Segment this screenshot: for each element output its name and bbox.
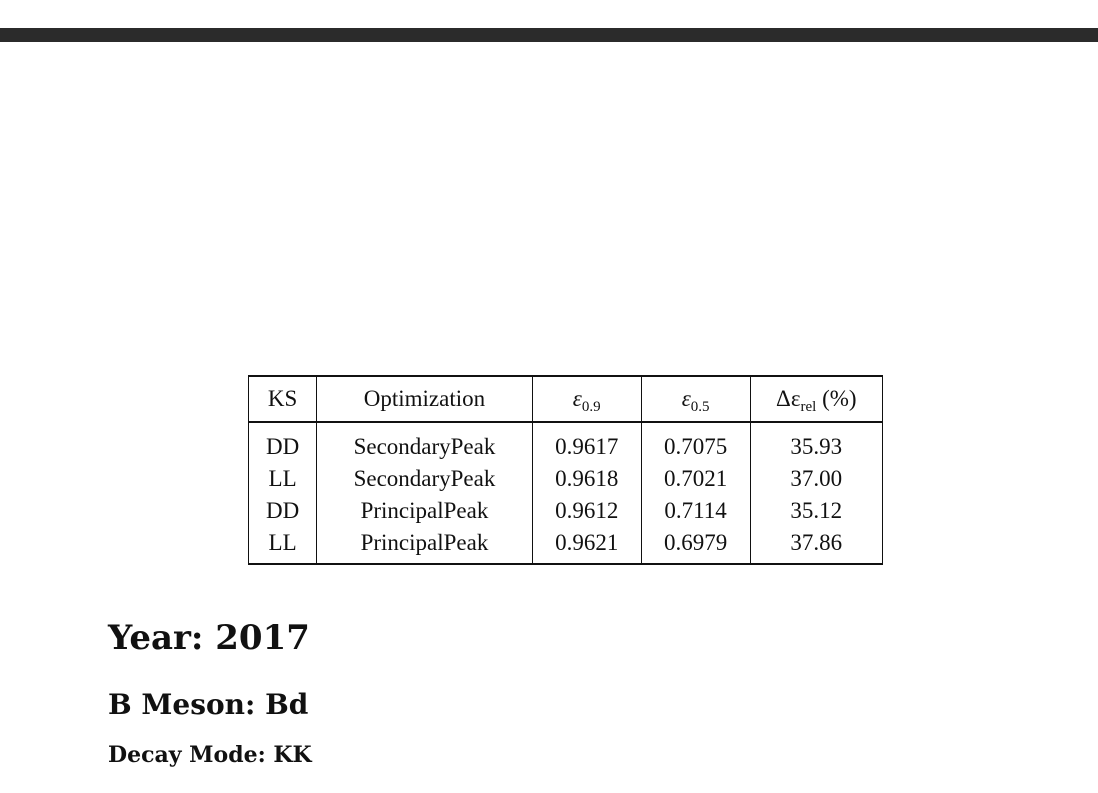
cell-delta-eps-rel: 37.86 [750,527,882,564]
header-delta-sub: rel [800,399,817,415]
cell-optimization: PrincipalPeak [317,527,533,564]
cell-eps-09: 0.9621 [532,527,641,564]
results-table-container [248,375,883,565]
table-header-row [249,376,883,422]
header-eps-05-sub: 0.5 [690,399,710,415]
header-eps-09 [532,376,641,422]
header-eps-09-sub: 0.9 [581,399,601,415]
top-rule [0,28,1098,42]
cell-eps-09: 0.9618 [532,463,641,495]
table-row [249,495,883,527]
cell-eps-05: 0.7114 [641,495,750,527]
cell-optimization: SecondaryPeak [317,422,533,463]
header-ks: KS [249,376,317,422]
year-heading: Year: 2017 [108,618,310,658]
table-row [249,463,883,495]
header-eps-05-symbol: ε [681,386,691,411]
decay-mode-heading: Decay Mode: KK [108,742,312,768]
header-delta-unit: (%) [816,386,857,411]
table-row [249,527,883,564]
cell-delta-eps-rel: 35.93 [750,422,882,463]
cell-eps-05: 0.7021 [641,463,750,495]
cell-delta-eps-rel: 37.00 [750,463,882,495]
cell-ks: LL [249,527,317,564]
cell-eps-09: 0.9617 [532,422,641,463]
cell-eps-05: 0.7075 [641,422,750,463]
table-row [249,422,883,463]
header-delta-eps-rel [750,376,882,422]
cell-optimization: SecondaryPeak [317,463,533,495]
b-meson-heading: B Meson: Bd [108,688,309,721]
header-optimization: Optimization [317,376,533,422]
header-delta-symbol: Δε [776,386,801,411]
cell-eps-05: 0.6979 [641,527,750,564]
cell-delta-eps-rel: 35.12 [750,495,882,527]
cell-ks: DD [249,495,317,527]
cell-ks: DD [249,422,317,463]
cell-ks: LL [249,463,317,495]
cell-eps-09: 0.9612 [532,495,641,527]
header-eps-09-symbol: ε [572,386,582,411]
efficiency-table [248,375,883,565]
header-eps-05 [641,376,750,422]
cell-optimization: PrincipalPeak [317,495,533,527]
